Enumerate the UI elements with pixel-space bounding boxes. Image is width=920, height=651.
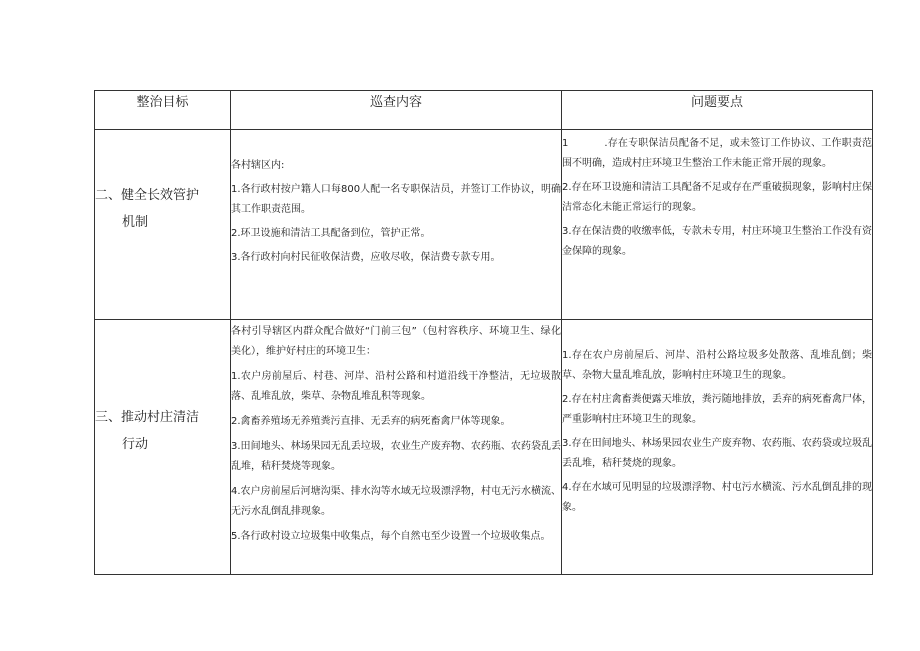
inspection-item: 3.田间地头、林场果园无乱丢垃圾，农业生产废弃物、农药瓶、农药袋乱丢乱堆，秸秆焚烧等现象。	[231, 441, 561, 472]
inspection-item: 3.各行政村向村民征收保洁费，应收尽收，保洁费专款专用。	[231, 252, 501, 263]
inspection-item: 5.各行政村设立垃圾集中收集点，每个自然屯至少设置一个垃圾收集点。	[231, 531, 551, 542]
issue-item: 4.存在水域可见明显的垃圾漂浮物、村屯污水横流、污水乱倒乱排的现象。	[562, 482, 872, 513]
inspection-table	[94, 90, 873, 575]
header-issues: 问题要点	[562, 91, 873, 130]
issue-item	[562, 134, 872, 174]
issue-number: 1	[562, 138, 569, 149]
inspection-item: 4.农户房前屋后河塘沟渠、排水沟等水域无垃圾漂浮物，村屯无污水横流、无污水乱倒乱排现象。	[231, 486, 561, 517]
table-row	[95, 130, 873, 320]
inspection-item: 1.农户房前屋后、村巷、河岸、沿村公路和村道沿线干净整洁，无垃圾散落、乱堆乱放，柴草、杂物乱堆乱积等现象。	[231, 371, 561, 402]
table-row	[95, 320, 873, 575]
goal-title-line1: 二、健全长效管护	[95, 188, 200, 203]
table-header-row	[95, 91, 873, 130]
goal-title-line2: 机制	[122, 215, 149, 230]
inspection-item: 2.禽畜养殖场无养殖粪污直排、无丢弃的病死畜禽尸体等现象。	[231, 416, 511, 427]
goal-cell	[95, 130, 231, 320]
goal-title-line1: 三、推动村庄清洁	[95, 410, 200, 425]
issue-item: 2.存在村庄禽畜粪便露天堆放，粪污随地排放，丢弃的病死畜禽尸体，严重影响村庄环境卫生的现象。	[562, 394, 872, 425]
goal-title-line2: 行动	[122, 437, 149, 452]
inspection-cell	[231, 130, 562, 320]
issues-cell	[562, 130, 873, 320]
issue-item: 3.存在保洁费的收缴率低，专款未专用，村庄环境卫生整治工作没有资金保障的现象。	[562, 226, 872, 257]
issue-item: 1.存在农户房前屋后、河岸、沿村公路垃圾多处散落、乱堆乱倒；柴草、杂物大量乱堆乱放，影响村庄环境卫生的现象。	[562, 350, 872, 381]
inspection-item: 各村辖区内:	[231, 160, 285, 171]
inspection-cell	[231, 320, 562, 575]
inspection-item: 1.各行政村按户籍人口每800人配一名专职保洁员，并签订工作协议，明确其工作职责范围。	[231, 184, 561, 215]
issues-cell	[562, 320, 873, 575]
issue-item: 2.存在环卫设施和清洁工具配备不足或存在严重破损现象，影响村庄保洁常态化未能正常运行的现象。	[562, 182, 872, 213]
header-inspection: 巡查内容	[231, 91, 562, 130]
issue-text: .存在专职保洁员配备不足，或未签订工作协议、工作职责范围不明确，造成村庄环境卫生整治工作未能正常开展的现象。	[562, 138, 872, 169]
header-goal: 整治目标	[95, 91, 231, 130]
goal-cell	[95, 320, 231, 575]
inspection-item: 2.环卫设施和清洁工具配备到位，管护正常。	[231, 228, 431, 239]
inspection-item: 各村引导辖区内群众配合做好“门前三包”（包村容秩序、环境卫生、绿化美化），维护好村庄的环境卫生：	[231, 326, 561, 357]
issue-item: 3.存在田间地头、林场果园农业生产废弃物、农药瓶、农药袋或垃圾乱丢乱堆，秸秆焚烧的现象。	[562, 438, 872, 469]
